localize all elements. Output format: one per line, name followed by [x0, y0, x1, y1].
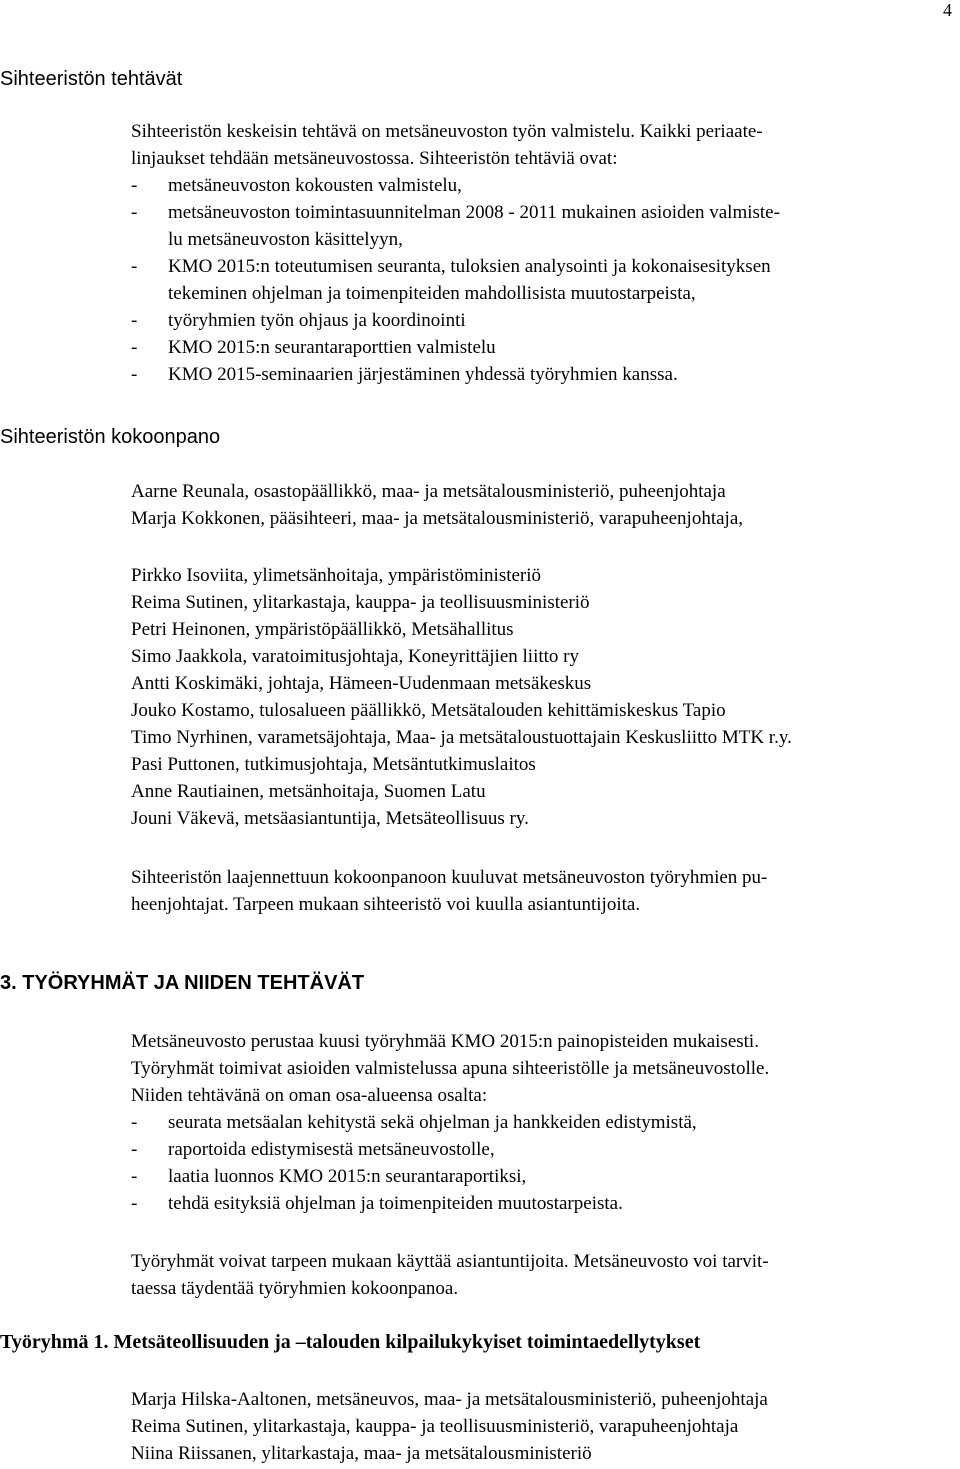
chair-entry: Aarne Reunala, osastopäällikkö, maa- ja metsätalousministeriö, puheenjohtaja	[131, 481, 726, 502]
composition-chairs	[131, 478, 946, 532]
member-entry: Simo Jaakkola, varatoimitusjohtaja, Koneyrittäjien liitto ry	[131, 646, 579, 667]
composition-extended	[131, 864, 946, 918]
task-item-text: KMO 2015:n toteutumisen seuranta, tuloksien analysointi ja kokonaisesityksen	[168, 256, 771, 277]
dash-marker: -	[131, 202, 138, 223]
composition-heading: Sihteeristön kokoonpano	[0, 426, 221, 448]
member-entry: Antti Koskimäki, johtaja, Hämeen-Uudenmaan metsäkeskus	[131, 673, 592, 694]
dash-marker: -	[131, 364, 138, 385]
section3-item-text: raportoida edistymisestä metsäneuvostolle,	[168, 1139, 495, 1160]
dash-marker: -	[131, 1166, 138, 1187]
page-number: 4	[943, 0, 952, 20]
section3-item	[131, 1136, 946, 1163]
section3-text	[131, 1028, 946, 1217]
member-entry: Anne Rautiainen, metsänhoitaja, Suomen Latu	[131, 781, 486, 802]
task-item	[131, 307, 946, 334]
closing-line: taessa täydentää työryhmien kokoonpanoa.	[131, 1278, 459, 1299]
task-item	[131, 334, 946, 361]
task-item-text: metsäneuvoston kokousten valmistelu,	[168, 175, 462, 196]
group1-member: Reima Sutinen, ylitarkastaja, kauppa- ja teollisuusministeriö, varapuheenjohtaja	[131, 1416, 739, 1437]
member-entry: Jouko Kostamo, tulosalueen päällikkö, Metsätalouden kehittämiskeskus Tapio	[131, 700, 726, 721]
section3-intro-line: Metsäneuvosto perustaa kuusi työryhmää KMO 2015:n painopisteiden mukaisesti.	[131, 1031, 759, 1052]
tasks-text	[131, 118, 946, 388]
task-item	[131, 172, 946, 199]
dash-marker: -	[131, 256, 138, 277]
dash-marker: -	[131, 337, 138, 358]
member-entry: Reima Sutinen, ylitarkastaja, kauppa- ja teollisuusministeriö	[131, 592, 590, 613]
group1-member: Marja Hilska-Aaltonen, metsäneuvos, maa- ja metsätalousministeriö, puheenjohtaja	[131, 1389, 768, 1410]
group1-heading: Työryhmä 1. Metsäteollisuuden ja –talouden kilpailukykyiset toimintaedellytykset	[0, 1331, 701, 1353]
member-entry: Pirkko Isoviita, ylimetsänhoitaja, ympäristöministeriö	[131, 565, 542, 586]
task-item	[131, 361, 946, 388]
task-item-text: lu metsäneuvoston käsittelyyn,	[168, 229, 403, 250]
tasks-heading: Sihteeristön tehtävät	[0, 68, 183, 90]
task-item-text: tekeminen ohjelman ja toimenpiteiden mahdollisista muutostarpeista,	[168, 283, 696, 304]
section3-item	[131, 1190, 946, 1217]
section3-item-text: seurata metsäalan kehitystä sekä ohjelman ja hankkeiden edistymistä,	[168, 1112, 697, 1133]
task-item	[131, 253, 946, 307]
dash-marker: -	[131, 1112, 138, 1133]
tasks-intro-line: Sihteeristön keskeisin tehtävä on metsäneuvoston työn valmistelu. Kaikki periaate-	[131, 121, 763, 142]
dash-marker: -	[131, 175, 138, 196]
task-item-text: KMO 2015-seminaarien järjestäminen yhdessä työryhmien kanssa.	[168, 364, 678, 385]
task-item-text: KMO 2015:n seurantaraporttien valmistelu	[168, 337, 496, 358]
dash-marker: -	[131, 1193, 138, 1214]
member-entry: Timo Nyrhinen, varametsäjohtaja, Maa- ja metsätaloustuottajain Keskusliitto MTK r.y.	[131, 727, 792, 748]
section3-item	[131, 1109, 946, 1136]
dash-marker: -	[131, 310, 138, 331]
section3-item-text: laatia luonnos KMO 2015:n seurantaraportiksi,	[168, 1166, 527, 1187]
group1-member: Niina Riissanen, ylitarkastaja, maa- ja metsätalousministeriö	[131, 1443, 592, 1464]
member-entry: Pasi Puttonen, tutkimusjohtaja, Metsäntutkimuslaitos	[131, 754, 536, 775]
section3-intro-line: Työryhmät toimivat asioiden valmistelussa apuna sihteeristölle ja metsäneuvostolle.	[131, 1058, 770, 1079]
section3-closing	[131, 1248, 946, 1302]
dash-marker: -	[131, 1139, 138, 1160]
member-entry: Petri Heinonen, ympäristöpäällikkö, Metsähallitus	[131, 619, 514, 640]
section3-item	[131, 1163, 946, 1190]
task-item-text: työryhmien työn ohjaus ja koordinointi	[168, 310, 466, 331]
section3-heading: 3. TYÖRYHMÄT JA NIIDEN TEHTÄVÄT	[0, 972, 365, 994]
task-item-text: metsäneuvoston toimintasuunnitelman 2008 - 2011 mukainen asioiden valmiste-	[168, 202, 780, 223]
section3-item-text: tehdä esityksiä ohjelman ja toimenpiteiden muutostarpeista.	[168, 1193, 623, 1214]
composition-members	[131, 562, 946, 832]
tasks-intro-line: linjaukset tehdään metsäneuvostossa. Sihteeristön tehtäviä ovat:	[131, 148, 618, 169]
group1-members	[131, 1386, 946, 1467]
member-entry: Jouni Väkevä, metsäasiantuntija, Metsäteollisuus ry.	[131, 808, 529, 829]
closing-line: Työryhmät voivat tarpeen mukaan käyttää asiantuntijoita. Metsäneuvosto voi tarvit-	[131, 1251, 769, 1272]
chair-entry: Marja Kokkonen, pääsihteeri, maa- ja metsätalousministeriö, varapuheenjohtaja,	[131, 508, 744, 529]
task-item	[131, 199, 946, 253]
extended-line: Sihteeristön laajennettuun kokoonpanoon kuuluvat metsäneuvoston työryhmien pu-	[131, 867, 768, 888]
extended-line: heenjohtajat. Tarpeen mukaan sihteeristö voi kuulla asiantuntijoita.	[131, 894, 641, 915]
section3-intro-line: Niiden tehtävänä on oman osa-alueensa osalta:	[131, 1085, 488, 1106]
